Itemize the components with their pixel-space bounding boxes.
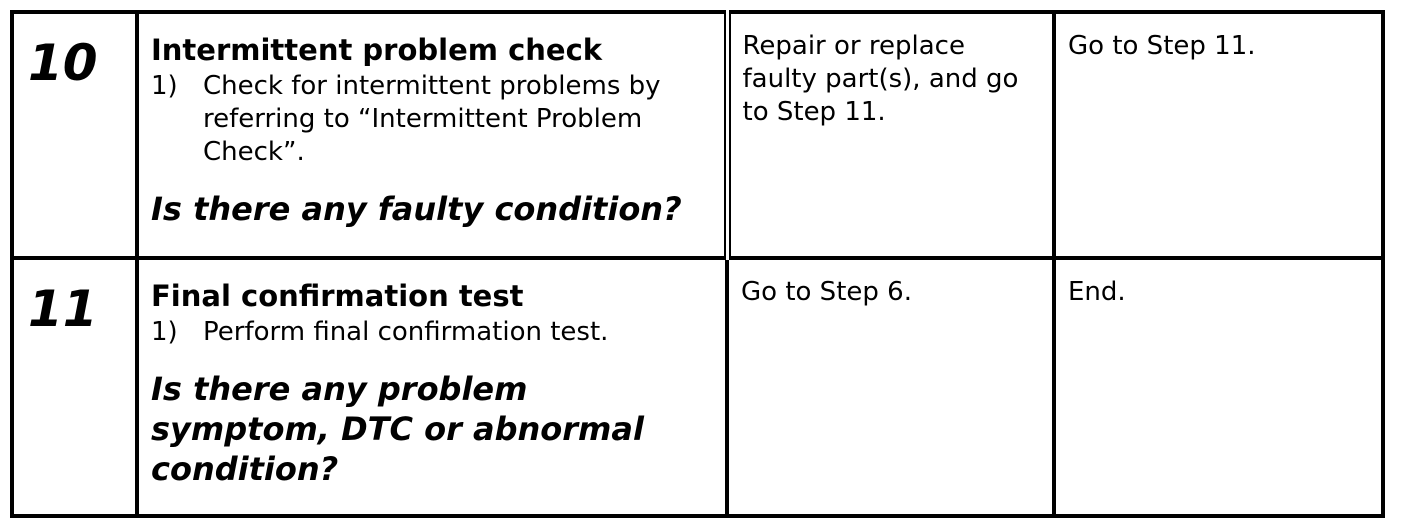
action-cell bbox=[137, 12, 727, 258]
action-cell bbox=[137, 258, 727, 516]
yes-result-text: Go to Step 6. bbox=[741, 277, 912, 307]
yes-result-cell bbox=[727, 258, 1054, 516]
step-number: 10 bbox=[28, 34, 98, 92]
instruction-item bbox=[151, 316, 715, 349]
step-number: 11 bbox=[28, 280, 98, 338]
step-number-cell bbox=[12, 12, 137, 258]
troubleshooting-table bbox=[10, 10, 1385, 518]
question-text: Is there any problem symptom, DTC or abnormal condition? bbox=[151, 370, 644, 488]
table-row bbox=[12, 12, 1383, 258]
question-text: Is there any faulty condition? bbox=[151, 190, 682, 228]
instruction-number: 1) bbox=[151, 71, 178, 101]
no-result-text: End. bbox=[1068, 277, 1126, 307]
instruction-number: 1) bbox=[151, 317, 178, 347]
step-number-cell bbox=[12, 258, 137, 516]
instruction-text: Check for intermittent problems by referring to “Intermittent Problem Check”. bbox=[203, 71, 661, 167]
table-row bbox=[12, 258, 1383, 516]
yes-result-text: Repair or replace faulty part(s), and go to Step 11. bbox=[742, 31, 1019, 127]
action-title: Intermittent problem check bbox=[151, 33, 603, 67]
no-result-cell bbox=[1054, 258, 1383, 516]
action-title: Final confirmation test bbox=[151, 279, 524, 313]
instruction-item bbox=[151, 70, 714, 169]
instruction-text: Perform final confirmation test. bbox=[203, 317, 609, 347]
no-result-cell bbox=[1054, 12, 1383, 258]
no-result-text: Go to Step 11. bbox=[1068, 31, 1256, 61]
yes-result-cell bbox=[727, 12, 1054, 258]
